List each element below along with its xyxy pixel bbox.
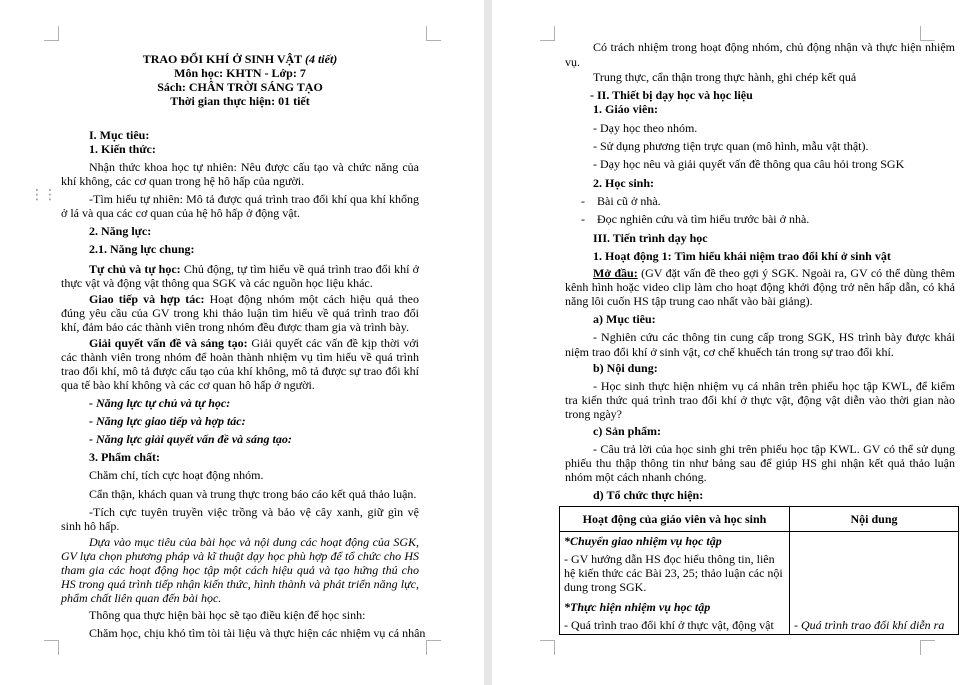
doc-book: Sách: CHÂN TRỜI SÁNG TẠO bbox=[157, 80, 323, 94]
cell-line: *Thực hiện nhiệm vụ học tập bbox=[564, 600, 711, 614]
crop-mark bbox=[540, 640, 555, 655]
section-heading: a) Mục tiêu: bbox=[593, 312, 656, 326]
paragraph: Tự chủ và tự học: Chủ động, tự tìm hiểu về quá trình trao đổi khí ở thực vật và động vật thông qua SGK và các nguồn học liệu khác. bbox=[61, 262, 419, 290]
paragraph: Chăm học, chịu khó tìm tòi tài liệu và thực hiện các nhiệm vụ cá nhân bbox=[89, 626, 426, 640]
crop-mark bbox=[920, 640, 935, 655]
activity-table bbox=[559, 506, 959, 635]
doc-subject: Môn học: KHTN - Lớp: 7 bbox=[174, 66, 306, 80]
section-heading: 3. Phẩm chất: bbox=[89, 450, 160, 464]
section-heading: 1. Hoạt động 1: Tìm hiểu khái niệm trao đổi khí ở sinh vật bbox=[593, 249, 891, 263]
cell-line: *Chuyển giao nhiệm vụ học tập bbox=[564, 534, 722, 548]
table-header-row bbox=[560, 507, 959, 532]
list-bullet: - bbox=[581, 212, 585, 226]
section-heading: 2.1. Năng lực chung: bbox=[89, 242, 195, 256]
section-heading: I. Mục tiêu: bbox=[89, 128, 150, 142]
table-row bbox=[560, 532, 959, 635]
section-heading: 2. Năng lực: bbox=[89, 224, 152, 238]
paragraph: Giải quyết vấn đề và sáng tạo: Giải quyết các vấn đề kịp thời với các thành viên trong nhóm để hoàn thành nhiệm vụ tìm hiểu về quá trình trao đổi khí, mô tả được cấu tạo của khí không, mô tả được sự trao đổi khí qua tế bào khí không và các cơ quan hô hấp ở người. bbox=[61, 336, 419, 392]
doc-title: TRAO ĐỔI KHÍ Ở SINH VẬT (4 tiết) bbox=[142, 52, 338, 66]
section-heading: 2. Học sinh: bbox=[593, 176, 655, 190]
paragraph: Trung thực, cẩn thận trong thực hành, ghi chép kết quả bbox=[593, 70, 857, 84]
cell-line: - Quá trình trao đổi khí diễn ra bbox=[794, 618, 945, 632]
list-item: - Sử dụng phương tiện trực quan (mô hình, mẫu vật thật). bbox=[593, 139, 869, 153]
list-item: - Năng lực giải quyết vấn đề và sáng tạo: bbox=[89, 432, 292, 446]
drag-handle-icon[interactable]: ⋮⋮ bbox=[30, 187, 56, 203]
doc-duration: Thời gian thực hiện: 01 tiết bbox=[170, 94, 310, 108]
table-header-cell: Nội dung bbox=[790, 507, 959, 532]
paragraph: Cẩn thận, khách quan và trung thực trong báo cáo kết quả thảo luận. bbox=[89, 487, 417, 501]
paragraph: - Học sinh thực hiện nhiệm vụ cá nhân trên phiếu học tập KWL, để kiểm tra kiến thức quá trình trao đổi khí ở thực vật, động vật diễn vào thời gian nào trong ngày? bbox=[565, 379, 955, 421]
crop-mark bbox=[44, 640, 59, 655]
crop-mark bbox=[44, 26, 59, 41]
crop-mark bbox=[426, 640, 441, 655]
paragraph: Mở đầu: (GV đặt vấn đề theo gợi ý SGK. Ngoài ra, GV có thể dùng thêm kênh hình hoặc video clip làm cho hoạt động khởi động trở nên hấp dẫn, có khả năng lôi cuốn HS tập trung cao nhất vào bài giảng). bbox=[565, 266, 955, 308]
section-heading: III. Tiến trình dạy học bbox=[593, 231, 708, 245]
list-item: - Dạy học nêu và giải quyết vấn đề thông qua câu hỏi trong SGK bbox=[593, 157, 905, 171]
list-bullet: - bbox=[581, 194, 585, 208]
paragraph: - Nghiên cứu các thông tin cung cấp trong SGK, HS trình bày được khái niệm trao đổi khí ở sinh vật, cơ chế khuếch tán trong sự trao đổi khí. bbox=[565, 330, 955, 359]
section-heading: b) Nội dung: bbox=[593, 361, 658, 375]
list-item: Đọc nghiên cứu và tìm hiểu trước bài ở nhà. bbox=[597, 212, 810, 226]
section-heading: 1. Giáo viên: bbox=[593, 102, 658, 116]
table-header-cell: Hoạt động của giáo viên và học sinh bbox=[560, 507, 790, 532]
cell-line: - Quá trình trao đổi khí ở thực vật, động vật bbox=[564, 618, 774, 632]
paragraph: Thông qua thực hiện bài học sẽ tạo điều kiện để học sinh: bbox=[89, 608, 366, 622]
crop-mark bbox=[540, 26, 555, 41]
list-item: - Dạy học theo nhóm. bbox=[593, 121, 698, 135]
paragraph: Chăm chỉ, tích cực hoạt động nhóm. bbox=[89, 468, 264, 482]
list-item: Bài cũ ở nhà. bbox=[597, 194, 661, 208]
paragraph: Nhận thức khoa học tự nhiên: Nêu được cấu tạo và chức năng của khí không, các cơ quan trong hệ hô hấp của người. bbox=[61, 160, 419, 188]
list-item: - Năng lực tự chủ và tự học: bbox=[89, 396, 231, 410]
paragraph: - Câu trả lời của học sinh ghi trên phiếu học tập KWL. GV có thể sử dụng phiếu thu thập thông tin như bảng sau để giúp HS ghi nhận kết quả thảo luận nhóm một cách nhanh chóng. bbox=[565, 442, 955, 484]
paragraph: -Tìm hiểu tự nhiên: Mô tả được quá trình trao đổi khí qua khí khổng ở lá và qua các cơ quan của hệ hô hấp ở động vật. bbox=[61, 192, 419, 220]
list-item: - Năng lực giao tiếp và hợp tác: bbox=[89, 414, 246, 428]
section-heading: c) Sản phẩm: bbox=[593, 424, 662, 438]
crop-mark bbox=[920, 26, 935, 41]
paragraph: Có trách nhiệm trong hoạt động nhóm, chủ động nhận và thực hiện nhiệm vụ. bbox=[565, 40, 955, 69]
table-cell bbox=[790, 532, 959, 635]
document-page-left bbox=[0, 0, 484, 685]
section-heading: d) Tổ chức thực hiện: bbox=[593, 488, 704, 502]
paragraph: -Tích cực tuyên truyền việc trồng và bảo vệ cây xanh, giữ gìn vệ sinh hô hấp. bbox=[61, 505, 419, 533]
section-heading: - II. Thiết bị dạy học và học liệu bbox=[590, 88, 753, 102]
paragraph: Giao tiếp và hợp tác: Hoạt động nhóm một cách hiệu quả theo đúng yêu cầu của GV trong khi thảo luận tìm hiểu về quá trình trao đổi khí, đảm bảo các thành viên trong nhóm đều được tham gia và trình bày. bbox=[61, 292, 420, 334]
section-heading: 1. Kiến thức: bbox=[89, 142, 156, 156]
paragraph: Dựa vào mục tiêu của bài học và nội dung các hoạt động của SGK, GV lựa chọn phương pháp và kĩ thuật dạy học phù hợp để tổ chức cho HS tham gia các hoạt động học tập một cách hiệu quả và tạo hứng thú cho HS trong quá trình tiếp nhận kiến thức, hình thành và phát triển năng lực, phẩm chất liên quan đến bài học. bbox=[61, 535, 419, 605]
crop-mark bbox=[426, 26, 441, 41]
cell-line: - GV hướng dẫn HS đọc hiểu thông tin, liên hệ kiến thức các Bài 23, 25; thảo luận các nội dung trong SGK. bbox=[564, 552, 783, 594]
table-cell bbox=[560, 532, 790, 635]
